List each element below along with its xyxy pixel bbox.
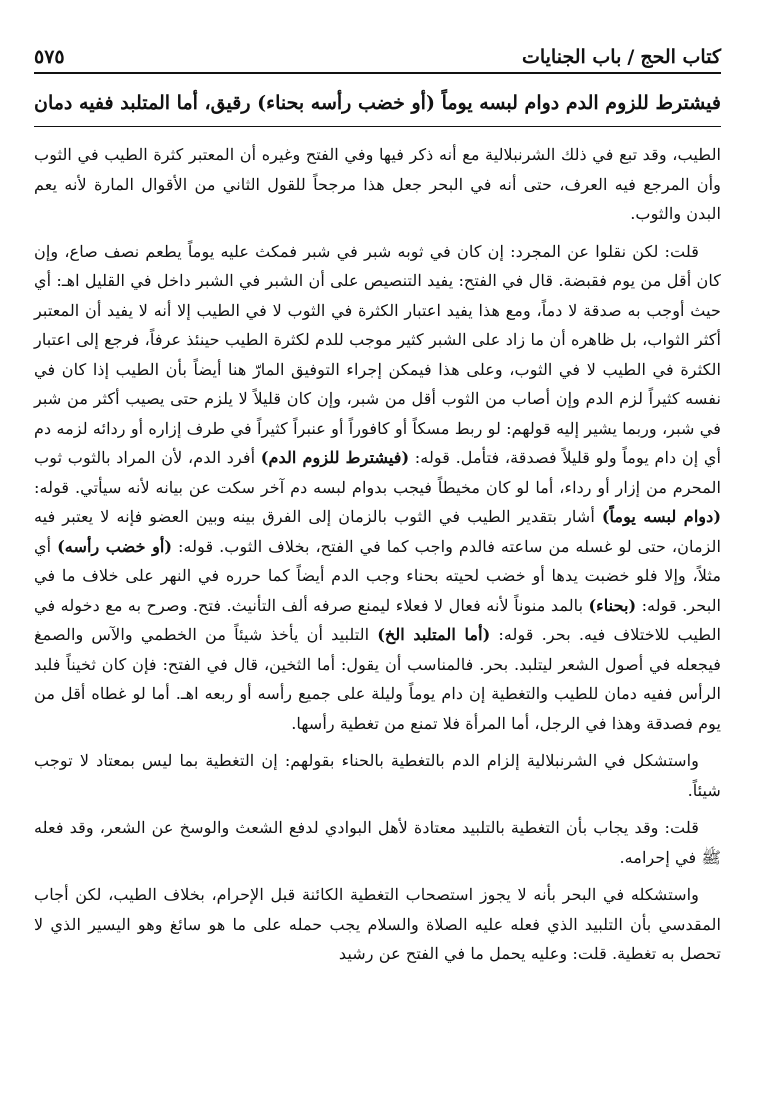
commentary-text: أي مثلاً، وإلا فلو خضبت يدها أو خضب لحيته بحناء وجب الدم أيضاً كما حرره في النهر على خلاف ما في البحر. قوله: bbox=[34, 536, 722, 615]
paragraph bbox=[34, 880, 721, 969]
book-title: كتاب الحج bbox=[640, 46, 721, 68]
matn-text: فيشترط للزوم الدم دوام لبسه يوماً (أو خضب رأسه بحناء) رقيق، أما المتلبد ففيه دمان bbox=[34, 80, 721, 127]
quoted-matn-phrase: (بحناء) bbox=[588, 595, 637, 615]
commentary-body bbox=[34, 140, 721, 977]
running-title bbox=[522, 46, 721, 68]
page-header bbox=[34, 40, 721, 74]
quoted-matn-phrase: (فيشترط للزوم الدم) bbox=[260, 448, 410, 467]
commentary-text: قلت: لكن نقلوا عن المجرد: إن كان في ثوبه شبر في شبر فمكث عليه يوماً يطعم نصف صاع، وإن كان أقل من يوم فقبضة. قال في الفتح: يفيد التنصيص على أن الشبر في الشبر داخل في القليل اهـ: أي حيث أوجب به صدقة لا دماً، ومع هذا يفيد اعتبار الكثرة في الثوب لا في الطيب إلا أنه لا يفيد أن المعتبر أكثر الثواب، بل ظاهره أن ما زاد على الشبر كثير موجب للدم لكثرة الطيب حينئذ عرفاً، فرجع إلى اعتبار الكثرة في الطيب لا في الثوب، وعلى هذا فيمكن إجراء التوفيق المارّ هنا أيضاً بأن الطيب إذا كان في نفسه كثيراً لزم الدم وإن أصاب من الثوب أقل من شبر، وإن كان قليلاً لا يلزم حتى يصيب أكثر من شبر في شبر، وربما يشير إليه قولهم: لو ربط مسكاً أو كافوراً أو عنبراً كثيراً في طرف إزاره أو ردائه لزمه دم أي إن دام يوماً ولو قليلاً فصدقة، فتأمل. قوله: bbox=[34, 241, 721, 467]
commentary-text: أفرد الدم، لأن المراد بالثوب ثوب المحرم من إزار أو رداء، أما لو كان مخيطاً فيجب بدوام لبسه دم آخر سكت عن بيانه لأنه سيأتي. قوله: bbox=[34, 448, 721, 497]
commentary-text: التلبيد أن يأخذ شيئاً من الخطمي والآس والصمغ فيجعله في أصول الشعر ليتلبد. بحر. فالمناسب أن يقول: أما الثخين، قال في الفتح: فإن كان ثخيناً فلبد الرأس ففيه دمان للطيب والتغطية إن دام يوماً وليلة على جميع رأسه أو ربعه اهـ. أما لو غطاه أقل من يوم فصدقة وهذا في الرجل، أما المرأة فلا تمنع من تغطية رأسها. bbox=[34, 625, 721, 733]
commentary-text: واستشكله في البحر بأنه لا يجوز استصحاب التغطية الكائنة قبل الإحرام، بخلاف الطيب، لكن أجاب المقدسي بأن التلبيد الذي فعله عليه الصلاة والسلام يجب حمله على ما هو سائغ وهو اليسير الذي لا تحصل به تغطية. قلت: وعليه يحمل ما في الفتح عن رشيد bbox=[34, 885, 721, 963]
commentary-text: واستشكل في الشرنبلالية إلزام الدم بالتغطية بالحناء بقولهم: إن التغطية بما ليس بمعتاد لا توجب شيئاً. bbox=[34, 751, 721, 800]
quoted-matn-phrase: (أما المتلبد الخ) bbox=[377, 625, 491, 644]
page-number: ٥٧٥ bbox=[34, 46, 65, 68]
paragraph bbox=[34, 237, 721, 739]
commentary-text: الطيب، وقد تبع في ذلك الشرنبلالية مع أنه ذكر فيها وفي الفتح وغيره أن المعتبر كثرة الطيب في الثوب وأن المرجع فيه العرف، حتى أنه في البحر جعل هذا مرجحاً للقول الثاني من الأقوال المارة لأنه يعم البدن والثوب. bbox=[34, 145, 721, 223]
paragraph bbox=[34, 813, 721, 872]
paragraph bbox=[34, 746, 721, 805]
quoted-matn-phrase: (أو خضب رأسه) bbox=[57, 536, 173, 556]
paragraph bbox=[34, 140, 721, 229]
commentary-text: قلت: وقد يجاب بأن التغطية بالتلبيد معتادة لأهل البوادي لدفع الشعث والوسخ عن الشعر، وقد فعله ﷺ في إحرامه. bbox=[34, 818, 721, 867]
commentary-text: أشار بتقدير الطيب في الثوب بالزمان إلى الفرق بينه وبين العضو فإنه لا يعتبر فيه الزمان، حتى لو غسله من ساعته فالدم واجب كما في الفتح، بخلاف الثوب. قوله: bbox=[34, 507, 721, 556]
title-separator: / bbox=[627, 46, 635, 68]
chapter-title: باب الجنايات bbox=[521, 46, 622, 68]
quoted-matn-phrase: (دوام لبسه يوماً) bbox=[601, 507, 721, 526]
commentary-text: بالمد منوناً لأنه فعال لا فعلاء ليمنع صرفه ألف التأنيث. فتح. وصرح به مع دخوله في الطيب للاختلاف فيه. بحر. قوله: bbox=[34, 595, 722, 644]
